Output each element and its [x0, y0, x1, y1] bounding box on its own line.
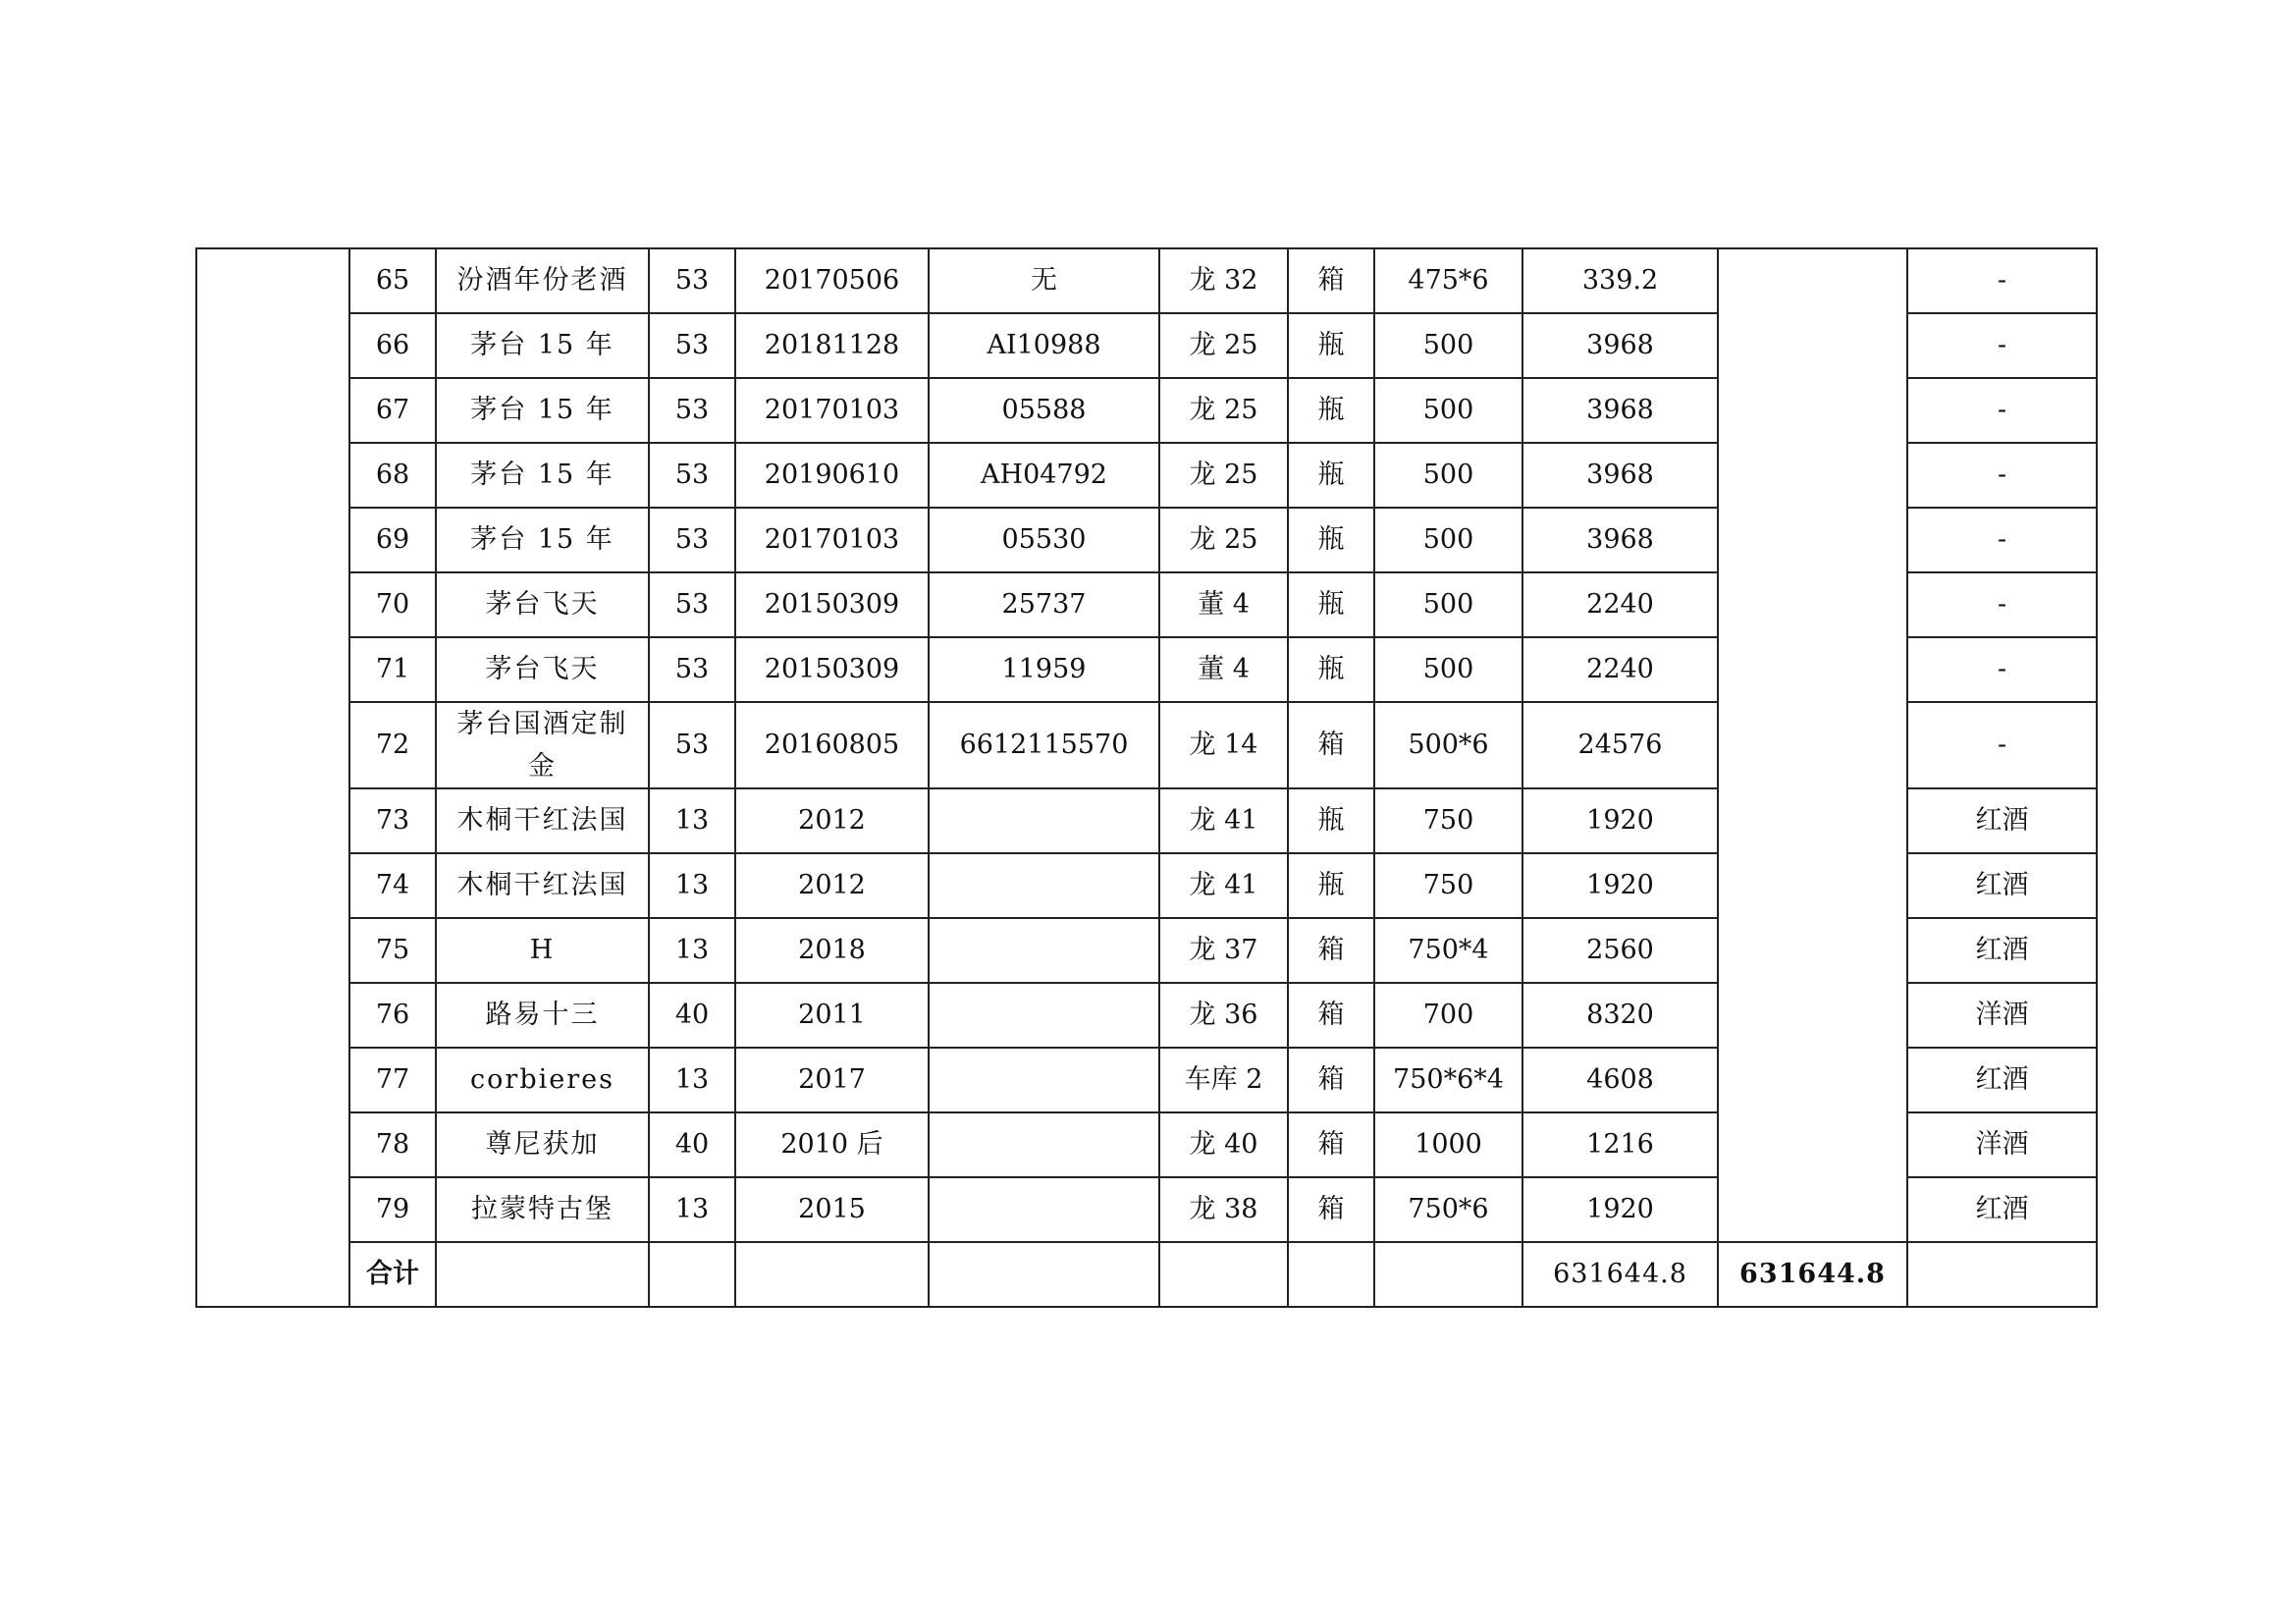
cell-unit: 箱: [1288, 1048, 1374, 1112]
cell-code: AI10988: [929, 313, 1159, 378]
cell-value: 2560: [1522, 918, 1718, 983]
cell-name: 木桐干红法国: [436, 853, 649, 918]
cell-type: 红酒: [1907, 1048, 2097, 1112]
cell-code: 05530: [929, 508, 1159, 572]
cell-code: [929, 853, 1159, 918]
cell-date: 2010 后: [735, 1112, 929, 1177]
left-merged-cell: [196, 248, 349, 1307]
cell-code: 25737: [929, 572, 1159, 637]
cell-name: 茅台 15 年: [436, 508, 649, 572]
cell-value: 4608: [1522, 1048, 1718, 1112]
cell-no: 67: [349, 378, 436, 443]
cell-date: 20150309: [735, 637, 929, 702]
cell-location: 龙 40: [1159, 1112, 1288, 1177]
cell-location: 龙 38: [1159, 1177, 1288, 1242]
total-row: [196, 1242, 2097, 1307]
cell-no: 78: [349, 1112, 436, 1177]
cell-spec: 750: [1374, 853, 1522, 918]
cell-date: 2018: [735, 918, 929, 983]
cell-spec: 500: [1374, 508, 1522, 572]
cell-date: 2017: [735, 1048, 929, 1112]
total-label: 合计: [349, 1242, 436, 1307]
cell-name: 茅台 15 年: [436, 378, 649, 443]
cell-code: [929, 788, 1159, 853]
cell-no: 77: [349, 1048, 436, 1112]
cell-location: 车库 2: [1159, 1048, 1288, 1112]
cell-no: 72: [349, 702, 436, 788]
cell-spec: 750*6: [1374, 1177, 1522, 1242]
cell-unit: 箱: [1288, 918, 1374, 983]
cell-location: 龙 25: [1159, 378, 1288, 443]
cell-no: 71: [349, 637, 436, 702]
cell-unit: 瓶: [1288, 378, 1374, 443]
cell-location: 龙 37: [1159, 918, 1288, 983]
cell-value: 339.2: [1522, 248, 1718, 313]
cell-no: 70: [349, 572, 436, 637]
cell-value: 3968: [1522, 443, 1718, 508]
cell-type: -: [1907, 443, 2097, 508]
cell-type: -: [1907, 702, 2097, 788]
cell-unit: 箱: [1288, 248, 1374, 313]
cell-name: 木桐干红法国: [436, 788, 649, 853]
cell-type: 红酒: [1907, 1177, 2097, 1242]
cell-type: -: [1907, 313, 2097, 378]
total-empty-cell: [929, 1242, 1159, 1307]
cell-abv: 13: [649, 788, 735, 853]
cell-type: 洋酒: [1907, 1112, 2097, 1177]
cell-location: 龙 41: [1159, 788, 1288, 853]
cell-value: 24576: [1522, 702, 1718, 788]
cell-code: 11959: [929, 637, 1159, 702]
cell-unit: 箱: [1288, 702, 1374, 788]
cell-location: 龙 32: [1159, 248, 1288, 313]
cell-type: -: [1907, 637, 2097, 702]
cell-date: 2012: [735, 788, 929, 853]
cell-unit: 瓶: [1288, 637, 1374, 702]
cell-spec: 700: [1374, 983, 1522, 1048]
cell-abv: 40: [649, 983, 735, 1048]
cell-spec: 500: [1374, 637, 1522, 702]
cell-abv: 13: [649, 853, 735, 918]
cell-code: 05588: [929, 378, 1159, 443]
cell-spec: 750: [1374, 788, 1522, 853]
cell-abv: 53: [649, 637, 735, 702]
cell-location: 董 4: [1159, 572, 1288, 637]
cell-name: 汾酒年份老酒: [436, 248, 649, 313]
cell-name: 尊尼获加: [436, 1112, 649, 1177]
cell-value: 1216: [1522, 1112, 1718, 1177]
cell-unit: 瓶: [1288, 443, 1374, 508]
cell-name: 茅台飞天: [436, 572, 649, 637]
total-empty-cell: [1907, 1242, 2097, 1307]
cell-spec: 500: [1374, 572, 1522, 637]
cell-unit: 箱: [1288, 1112, 1374, 1177]
cell-spec: 475*6: [1374, 248, 1522, 313]
cell-value: 1920: [1522, 853, 1718, 918]
cell-type: -: [1907, 248, 2097, 313]
cell-spec: 750*6*4: [1374, 1048, 1522, 1112]
cell-type: 红酒: [1907, 853, 2097, 918]
cell-name: 路易十三: [436, 983, 649, 1048]
cell-location: 董 4: [1159, 637, 1288, 702]
cell-unit: 箱: [1288, 983, 1374, 1048]
cell-type: -: [1907, 508, 2097, 572]
cell-no: 69: [349, 508, 436, 572]
cell-unit: 瓶: [1288, 853, 1374, 918]
cell-date: 2015: [735, 1177, 929, 1242]
cell-type: 红酒: [1907, 788, 2097, 853]
cell-abv: 53: [649, 378, 735, 443]
cell-name: 茅台飞天: [436, 637, 649, 702]
cell-name: H: [436, 918, 649, 983]
cell-spec: 500*6: [1374, 702, 1522, 788]
cell-abv: 53: [649, 248, 735, 313]
cell-unit: 瓶: [1288, 508, 1374, 572]
cell-abv: 53: [649, 702, 735, 788]
cell-unit: 瓶: [1288, 788, 1374, 853]
cell-no: 74: [349, 853, 436, 918]
cell-value: 1920: [1522, 1177, 1718, 1242]
cell-abv: 13: [649, 1177, 735, 1242]
cell-code: [929, 918, 1159, 983]
cell-location: 龙 25: [1159, 313, 1288, 378]
cell-abv: 53: [649, 508, 735, 572]
cell-name: [436, 702, 649, 788]
cell-spec: 500: [1374, 313, 1522, 378]
cell-code: [929, 1048, 1159, 1112]
cell-code: [929, 983, 1159, 1048]
cell-abv: 13: [649, 1048, 735, 1112]
total-empty-cell: [735, 1242, 929, 1307]
cell-spec: 500: [1374, 378, 1522, 443]
grand-total-value: 631644.8: [1718, 1242, 1907, 1307]
inventory-table: [195, 247, 2098, 1308]
cell-code: 6612115570: [929, 702, 1159, 788]
cell-type: -: [1907, 378, 2097, 443]
cell-spec: 750*4: [1374, 918, 1522, 983]
cell-no: 66: [349, 313, 436, 378]
cell-value: 3968: [1522, 313, 1718, 378]
cell-code: [929, 1112, 1159, 1177]
cell-location: 龙 25: [1159, 443, 1288, 508]
cell-unit: 瓶: [1288, 572, 1374, 637]
cell-spec: 1000: [1374, 1112, 1522, 1177]
cell-name-line: 金: [528, 751, 557, 782]
total-empty-cell: [1288, 1242, 1374, 1307]
cell-abv: 53: [649, 572, 735, 637]
cell-spec: 500: [1374, 443, 1522, 508]
cell-name-line: 茅台国酒定制: [456, 709, 628, 739]
cell-name: 茅台 15 年: [436, 443, 649, 508]
cell-code: [929, 1177, 1159, 1242]
cell-name: corbieres: [436, 1048, 649, 1112]
total-empty-cell: [649, 1242, 735, 1307]
cell-type: 洋酒: [1907, 983, 2097, 1048]
cell-value: 8320: [1522, 983, 1718, 1048]
cell-date: 20160805: [735, 702, 929, 788]
cell-date: 20170506: [735, 248, 929, 313]
cell-name: 茅台 15 年: [436, 313, 649, 378]
cell-type: 红酒: [1907, 918, 2097, 983]
cell-abv: 40: [649, 1112, 735, 1177]
cell-no: 75: [349, 918, 436, 983]
cell-code: 无: [929, 248, 1159, 313]
cell-code: AH04792: [929, 443, 1159, 508]
cell-value: 1920: [1522, 788, 1718, 853]
cell-date: 20170103: [735, 378, 929, 443]
cell-date: 20150309: [735, 572, 929, 637]
cell-no: 65: [349, 248, 436, 313]
cell-no: 76: [349, 983, 436, 1048]
cell-date: 20190610: [735, 443, 929, 508]
cell-value: 3968: [1522, 508, 1718, 572]
total-empty-cell: [436, 1242, 649, 1307]
cell-value: 2240: [1522, 572, 1718, 637]
cell-no: 79: [349, 1177, 436, 1242]
cell-date: 2011: [735, 983, 929, 1048]
cell-abv: 53: [649, 443, 735, 508]
cell-no: 73: [349, 788, 436, 853]
merged-empty-column: [1718, 248, 1907, 1242]
cell-location: 龙 36: [1159, 983, 1288, 1048]
cell-date: 20181128: [735, 313, 929, 378]
cell-value: 3968: [1522, 378, 1718, 443]
cell-location: 龙 25: [1159, 508, 1288, 572]
cell-location: 龙 41: [1159, 853, 1288, 918]
cell-unit: 瓶: [1288, 313, 1374, 378]
total-value: 631644.8: [1522, 1242, 1718, 1307]
cell-no: 68: [349, 443, 436, 508]
cell-value: 2240: [1522, 637, 1718, 702]
cell-abv: 53: [649, 313, 735, 378]
total-empty-cell: [1374, 1242, 1522, 1307]
cell-abv: 13: [649, 918, 735, 983]
cell-date: 2012: [735, 853, 929, 918]
cell-name: 拉蒙特古堡: [436, 1177, 649, 1242]
cell-type: -: [1907, 572, 2097, 637]
cell-unit: 箱: [1288, 1177, 1374, 1242]
cell-date: 20170103: [735, 508, 929, 572]
total-empty-cell: [1159, 1242, 1288, 1307]
cell-location: 龙 14: [1159, 702, 1288, 788]
table-row: [196, 248, 2097, 313]
